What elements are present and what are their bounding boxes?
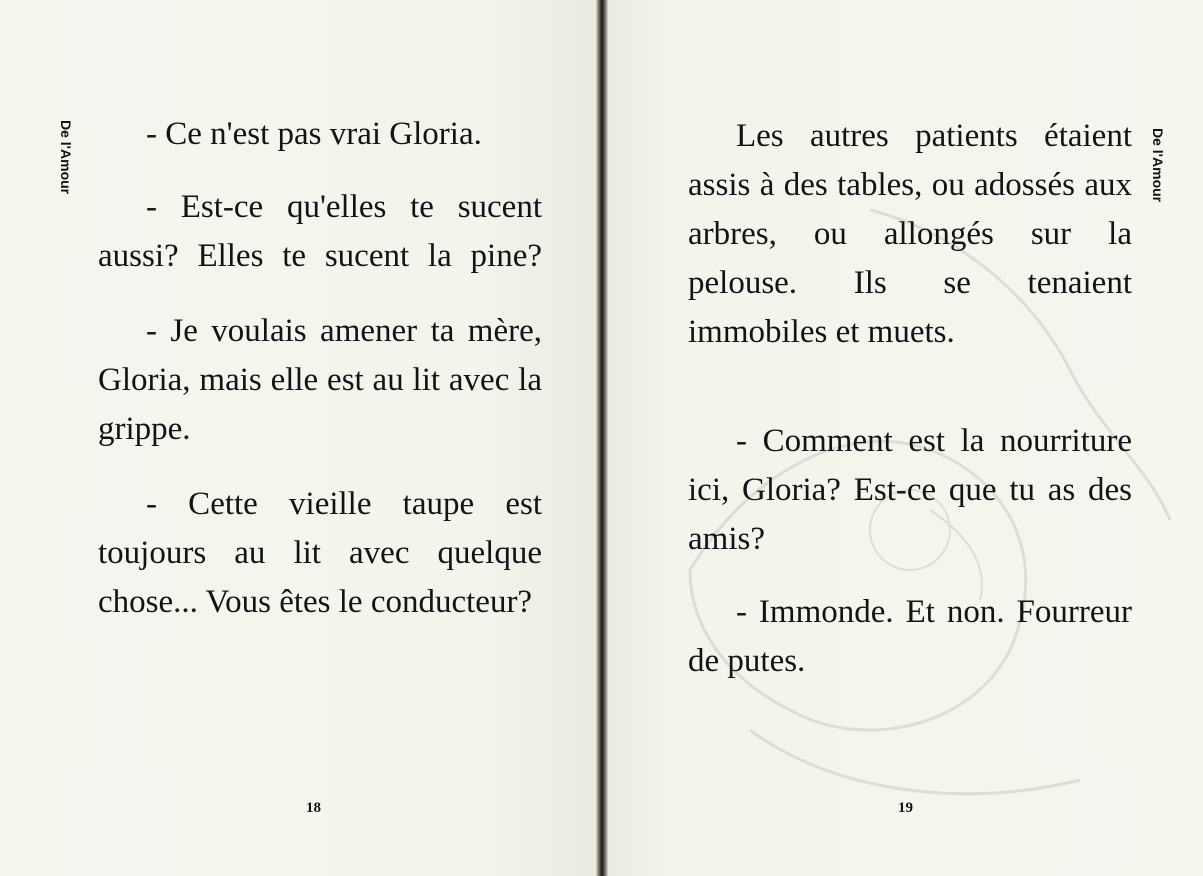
paragraph: - Est-ce qu'elles te sucent aussi? Elles te sucent la pine? [98,189,542,274]
paragraph: - Comment est la nourriture ici, Gloria? Est-ce que tu as des amis? [688,423,1132,557]
page-number-left: 18 [306,800,321,816]
book-gutter [596,0,608,876]
paragraph: - Ce n'est pas vrai Gloria. [146,116,482,152]
paragraph: - Immonde. Et non. Fourreur de putes. [688,594,1132,679]
right-page-text [688,112,1132,686]
running-title-right: De l'Amour [1150,128,1166,203]
paragraph: - Je voulais amener ta mère, Gloria, mais elle est au lit avec la grippe. [98,313,542,447]
paragraph: - Cette vieille taupe est toujours au lit avec quelque chose... Vous êtes le conducteur? [98,486,542,620]
page-number-right: 19 [898,800,913,816]
paragraph: Les autres patients étaient assis à des tables, ou adossés aux arbres, ou allongés sur la pelouse. Ils se tenaient immobiles et muets. [688,118,1132,350]
running-title-left: De l'Amour [58,120,74,195]
left-page-text [98,110,542,627]
